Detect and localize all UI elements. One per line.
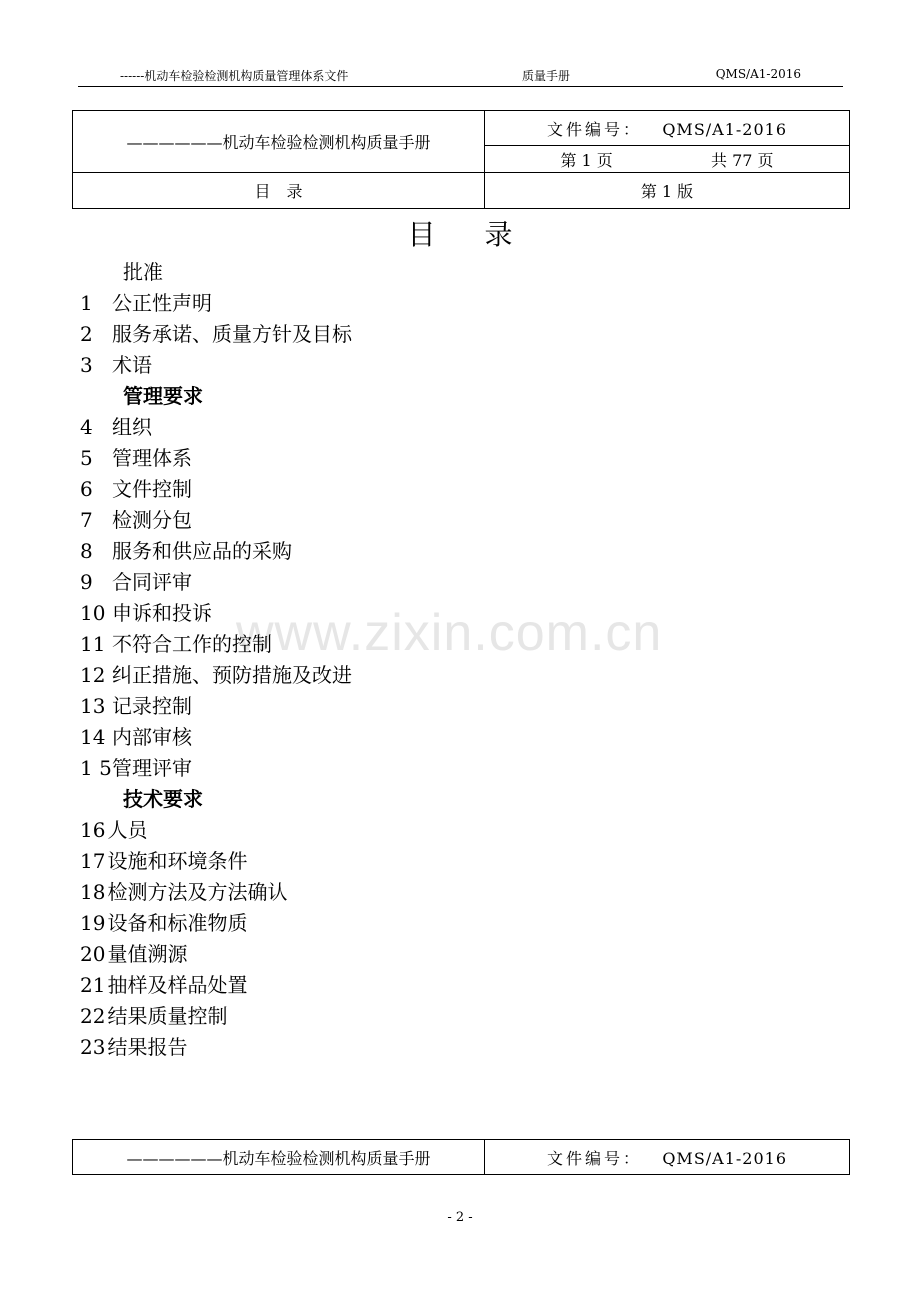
running-header: [78, 64, 843, 87]
footer-doc-number: QMS/A1-2016: [662, 1148, 788, 1168]
running-header-left: ------机动车检验检测机构质量管理体系文件: [120, 69, 349, 83]
toc-section-heading: 管理要求: [123, 384, 203, 408]
section-cell: [73, 173, 485, 209]
toc-entry: 2 服务承诺、质量方针及目标: [80, 322, 352, 346]
footer-doc-number-cell: [485, 1140, 850, 1175]
toc-entry: 4 组织: [80, 415, 152, 439]
table-of-contents: [80, 257, 352, 1063]
toc-entry: 9 合同评审: [80, 570, 192, 594]
toc-entry: 5 管理体系: [80, 446, 192, 470]
toc-entry: 1 5管理评审: [80, 756, 192, 780]
doc-number-label: 文件编号：: [546, 119, 642, 139]
manual-title-cell: [73, 111, 485, 173]
toc-entry: 1 公正性声明: [80, 291, 212, 315]
watermark: www.zixin.com.cn: [236, 604, 663, 662]
footer-manual-title-cell: [73, 1140, 485, 1175]
toc-entry: 17 设施和环境条件: [80, 849, 248, 873]
manual-title: ——————机动车检验检测机构质量手册: [126, 133, 431, 152]
toc-entry: 20 量值溯源: [80, 942, 188, 966]
toc-section-heading: 技术要求: [123, 787, 203, 811]
toc-entry: 22 结果质量控制: [80, 1004, 228, 1028]
toc-entry: 6 文件控制: [80, 477, 192, 501]
toc-title: 目 录: [407, 218, 533, 251]
toc-entry: 12 纠正措施、预防措施及改进: [80, 663, 352, 687]
footer-manual-title: ——————机动车检验检测机构质量手册: [126, 1148, 431, 1168]
section-label: 目 录: [254, 182, 303, 201]
footer-table: [72, 1139, 850, 1175]
running-header-right: QMS/A1-2016: [715, 67, 801, 81]
toc-entry: 23 结果报告: [80, 1035, 188, 1059]
page-label: 第 1 页: [560, 150, 613, 170]
toc-entry: 11 不符合工作的控制: [80, 632, 272, 656]
edition: 第 1 版: [640, 182, 694, 201]
edition-cell: [485, 173, 850, 209]
running-header-middle: 质量手册: [522, 69, 571, 83]
toc-entry: 13 记录控制: [80, 694, 192, 718]
toc-entry: 19 设备和标准物质: [80, 911, 248, 935]
toc-entry: 8 服务和供应品的采购: [80, 539, 292, 563]
footer-doc-number-label: 文件编号：: [546, 1148, 642, 1168]
toc-entry: 21 抽样及样品处置: [80, 973, 248, 997]
page-number: - 2 -: [447, 1210, 473, 1225]
page-info-cell: [485, 146, 850, 173]
toc-entry: 14 内部审核: [80, 725, 192, 749]
toc-entry: 18 检测方法及方法确认: [80, 880, 288, 904]
toc-entry: 10 申诉和投诉: [80, 601, 212, 625]
doc-number: QMS/A1-2016: [662, 119, 788, 139]
document-header-table: [72, 110, 850, 209]
toc-entry: 16 人员: [80, 818, 148, 842]
toc-entry: 批准: [123, 260, 163, 284]
doc-number-cell: [485, 111, 850, 146]
toc-entry: 3 术语: [80, 353, 152, 377]
toc-entry: 7 检测分包: [80, 508, 192, 532]
total-pages-label: 共 77 页: [711, 150, 774, 170]
